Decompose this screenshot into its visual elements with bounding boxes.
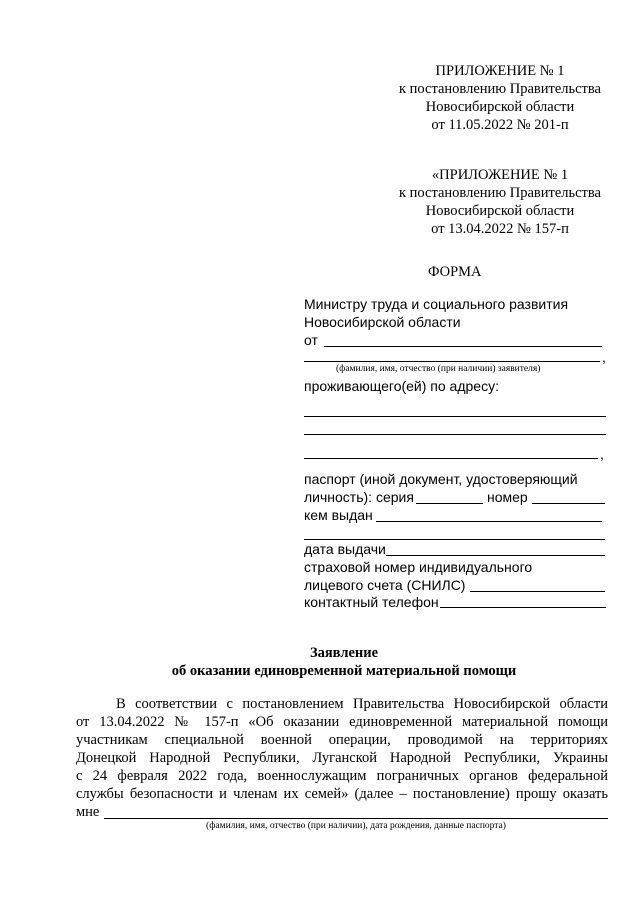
body-line-3: участникам специальной военной операции, проводимой на территориях <box>76 732 608 748</box>
appendix2-block <box>380 166 620 238</box>
snils-line1: страховой номер индивидуального <box>304 559 533 575</box>
appendix1-title: ПРИЛОЖЕНИЕ № 1 <box>435 63 565 79</box>
phone-field[interactable] <box>440 607 606 608</box>
passport-series-field[interactable] <box>416 503 483 504</box>
statement-subtitle: об оказании единовременной материальной помощи <box>171 663 517 679</box>
issued-by-label: кем выдан <box>304 507 373 523</box>
appendix1-block <box>380 62 620 134</box>
appendix2-line2: к постановлению Правительства <box>399 185 601 201</box>
comma-2: , <box>600 446 604 462</box>
appendix2-line3: Новосибирской области <box>425 203 575 219</box>
fio-field-line[interactable] <box>304 361 600 362</box>
passport-line1: паспорт (иной документ, удостоверяющий <box>304 471 578 487</box>
body-line-4: Донецкой Народной Республики, Луганской Народной Республики, Украины <box>76 750 608 766</box>
issue-date-label: дата выдачи <box>304 541 386 557</box>
snils-field[interactable] <box>470 591 605 592</box>
fio-caption: (фамилия, имя, отчество (при наличии) заявителя) <box>336 364 541 374</box>
appendix1-line2: к постановлению Правительства <box>399 81 601 97</box>
appendix2-line4: от 13.04.2022 № 157-п <box>431 221 569 237</box>
body-line-5: с 24 февраля 2022 года, военнослужащим пограничных органов федеральной <box>76 768 608 784</box>
body-line-1: В соответствии с постановлением Правительства Новосибирской области <box>116 696 608 712</box>
phone-label: контактный телефон <box>304 594 439 610</box>
address-line-2[interactable] <box>304 434 606 435</box>
comma-1: , <box>602 349 606 365</box>
issue-date-field[interactable] <box>386 555 605 556</box>
issued-by-field[interactable] <box>376 521 602 522</box>
snils-label: лицевого счета (СНИЛС) <box>304 577 466 593</box>
body-last-word: мне <box>76 804 100 820</box>
passport-number-field[interactable] <box>532 503 605 504</box>
applicant-details-caption: (фамилия, имя, отчество (при наличии), дата рождения, данные паспорта) <box>206 821 506 831</box>
applicant-details-field[interactable] <box>104 818 608 819</box>
addressee-line1: Министру труда и социального развития <box>304 296 569 312</box>
from-field-line[interactable] <box>324 346 602 347</box>
from-label: от <box>304 332 318 348</box>
address-line-3[interactable] <box>304 458 598 459</box>
appendix2-title: «ПРИЛОЖЕНИЕ № 1 <box>431 167 569 183</box>
appendix1-line4: от 11.05.2022 № 201-п <box>431 117 569 133</box>
body-line-2: от 13.04.2022 № 157-п «Об оказании единовременной материальной помощи <box>76 714 608 730</box>
passport-series-label: личность): серия <box>304 489 414 505</box>
address-line-1[interactable] <box>304 416 606 417</box>
form-label: ФОРМА <box>428 264 482 280</box>
body-line-6: службы безопасности и членам их семей» (далее – постановление) прошу оказать <box>76 786 608 802</box>
statement-title: Заявление <box>309 645 379 661</box>
residing-label: проживающего(ей) по адресу: <box>304 378 499 394</box>
addressee-line2: Новосибирской области <box>304 314 461 330</box>
passport-number-label: номер <box>487 489 528 505</box>
appendix1-line3: Новосибирской области <box>425 99 575 115</box>
